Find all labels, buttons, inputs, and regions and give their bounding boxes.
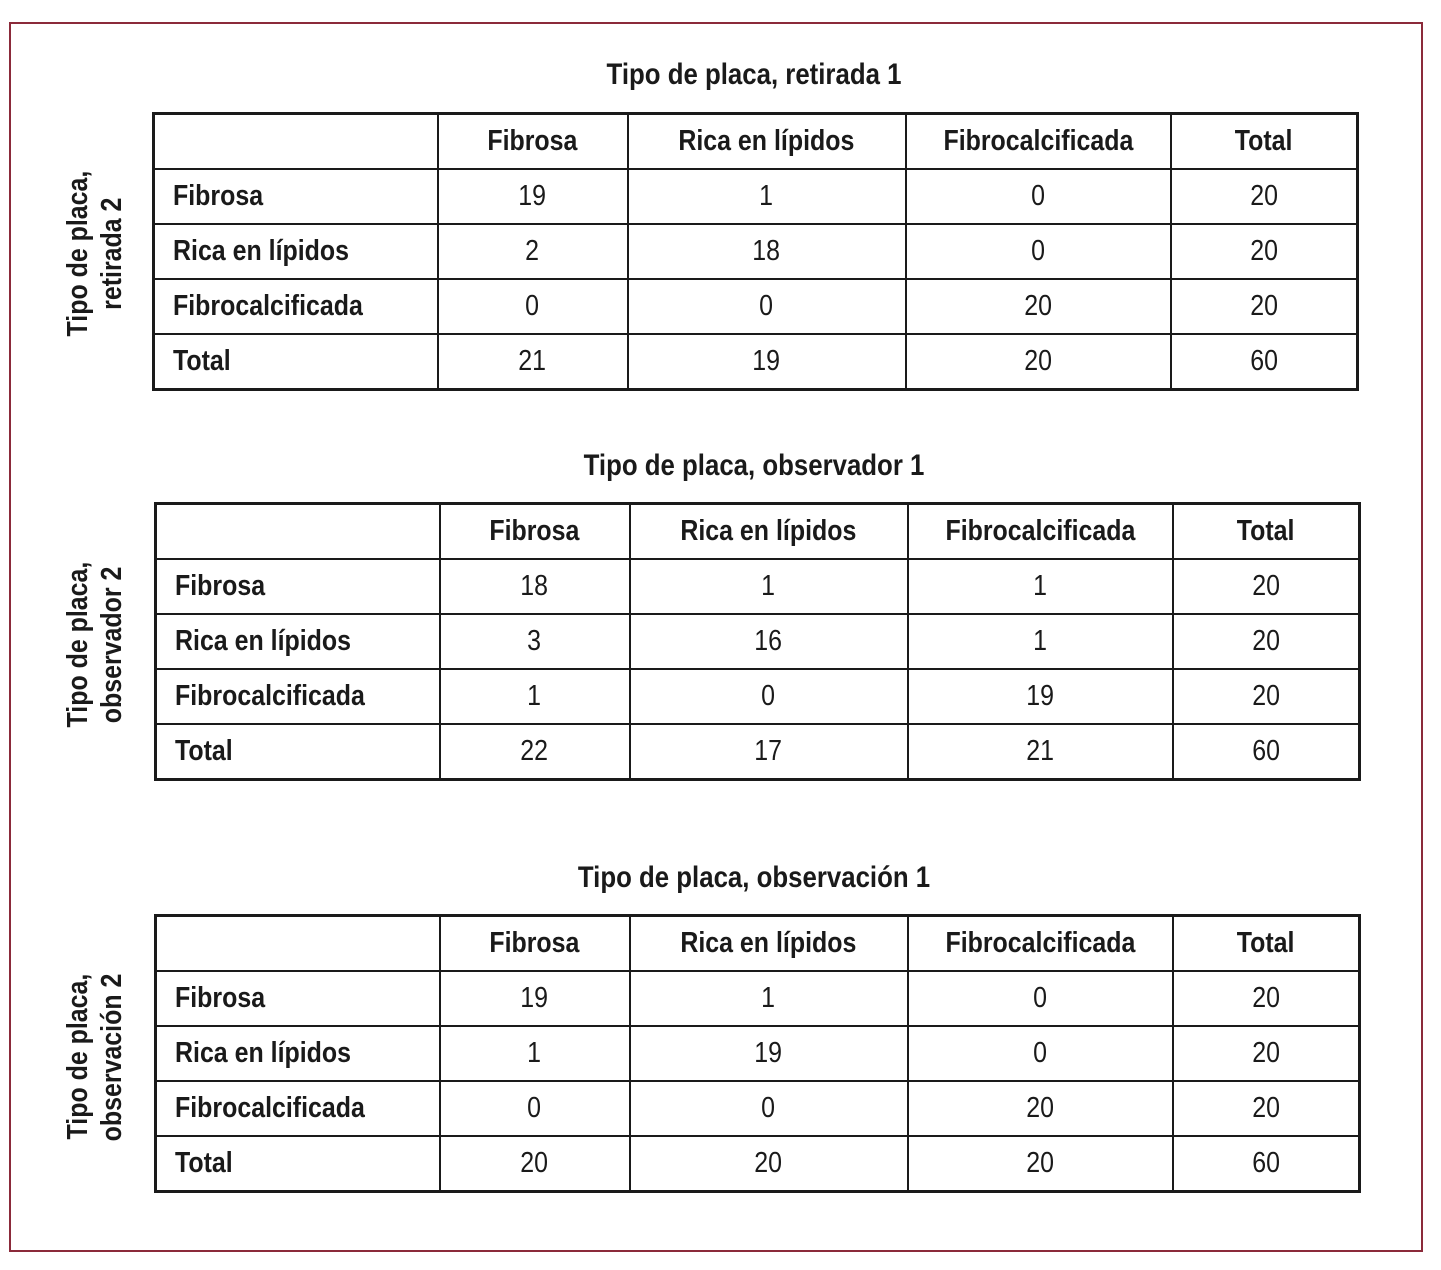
column-header: Rica en lípidos (630, 504, 908, 560)
table-row (156, 669, 1360, 724)
table-cell: 20 (1173, 1026, 1360, 1081)
header-row (156, 916, 1360, 972)
row-label: Fibrosa (154, 169, 438, 224)
column-header: Fibrosa (440, 504, 630, 560)
table-cell: 20 (630, 1136, 908, 1192)
table-cell: 1 (630, 559, 908, 614)
table-row (156, 971, 1360, 1026)
contingency-table (154, 502, 1361, 781)
column-header: Rica en lípidos (628, 114, 906, 170)
row-label: Fibrosa (156, 559, 440, 614)
table-cell: 20 (908, 1136, 1173, 1192)
table-cell: 1 (440, 669, 630, 724)
table-cell: 20 (1171, 279, 1358, 334)
row-label: Fibrosa (156, 971, 440, 1026)
table-row (154, 279, 1358, 334)
table-cell: 18 (440, 559, 630, 614)
row-label: Total (156, 724, 440, 780)
row-label: Total (154, 334, 438, 390)
column-header: Fibrosa (440, 916, 630, 972)
table-cell: 19 (440, 971, 630, 1026)
table-cell: 20 (1173, 559, 1360, 614)
table-row (156, 1081, 1360, 1136)
table-cell: 20 (1173, 669, 1360, 724)
table-row (156, 614, 1360, 669)
table-cell: 19 (438, 169, 628, 224)
side-label: Tipo de placa, retirada 2 (62, 171, 128, 337)
column-header: Fibrocalcificada (908, 916, 1173, 972)
table-cell: 21 (438, 334, 628, 390)
table-cell: 17 (630, 724, 908, 780)
table-cell: 0 (438, 279, 628, 334)
table-cell: 1 (630, 971, 908, 1026)
table-cell: 0 (628, 279, 906, 334)
contingency-table (152, 112, 1359, 391)
table-cell: 2 (438, 224, 628, 279)
table-cell: 22 (440, 724, 630, 780)
table-row (156, 559, 1360, 614)
contingency-table (154, 914, 1361, 1193)
table-cell: 20 (908, 1081, 1173, 1136)
table-cell: 20 (1173, 971, 1360, 1026)
table-cell: 20 (440, 1136, 630, 1192)
table-cell: 20 (906, 334, 1171, 390)
table-row (154, 224, 1358, 279)
table-row (154, 169, 1358, 224)
table-title: Tipo de placa, observación 1 (577, 861, 931, 894)
column-header: Fibrocalcificada (906, 114, 1171, 170)
total-row (156, 724, 1360, 780)
row-label: Rica en lípidos (156, 614, 440, 669)
table-cell: 1 (908, 614, 1173, 669)
row-label: Fibrocalcificada (154, 279, 438, 334)
table-cell: 20 (906, 279, 1171, 334)
table-cell: 20 (1173, 1081, 1360, 1136)
table-cell: 60 (1173, 1136, 1360, 1192)
table-cell: 0 (908, 1026, 1173, 1081)
column-header: Total (1173, 916, 1360, 972)
table-cell: 0 (908, 971, 1173, 1026)
table-cell: 60 (1171, 334, 1358, 390)
table-cell: 21 (908, 724, 1173, 780)
total-row (156, 1136, 1360, 1192)
table-cell: 0 (630, 1081, 908, 1136)
side-label: Tipo de placa, observador 2 (62, 562, 128, 728)
row-label: Fibrocalcificada (156, 1081, 440, 1136)
corner-cell (154, 114, 438, 170)
side-label: Tipo de placa, observación 2 (62, 973, 128, 1141)
column-header: Rica en lípidos (630, 916, 908, 972)
total-row (154, 334, 1358, 390)
row-label: Rica en lípidos (154, 224, 438, 279)
corner-cell (156, 504, 440, 560)
row-label: Rica en lípidos (156, 1026, 440, 1081)
column-header: Total (1173, 504, 1360, 560)
table-cell: 0 (906, 224, 1171, 279)
table-cell: 19 (630, 1026, 908, 1081)
row-label: Fibrocalcificada (156, 669, 440, 724)
column-header: Fibrosa (438, 114, 628, 170)
table-title: Tipo de placa, retirada 1 (606, 58, 902, 91)
table-cell: 18 (628, 224, 906, 279)
table-cell: 20 (1171, 224, 1358, 279)
table-cell: 1 (440, 1026, 630, 1081)
table-cell: 1 (908, 559, 1173, 614)
column-header: Fibrocalcificada (908, 504, 1173, 560)
row-label: Total (156, 1136, 440, 1192)
table-cell: 16 (630, 614, 908, 669)
table-cell: 0 (440, 1081, 630, 1136)
table-cell: 20 (1171, 169, 1358, 224)
corner-cell (156, 916, 440, 972)
table-title: Tipo de placa, observador 1 (583, 449, 925, 482)
table-row (156, 1026, 1360, 1081)
column-header: Total (1171, 114, 1358, 170)
table-cell: 20 (1173, 614, 1360, 669)
header-row (154, 114, 1358, 170)
table-cell: 60 (1173, 724, 1360, 780)
table-cell: 19 (908, 669, 1173, 724)
table-cell: 1 (628, 169, 906, 224)
header-row (156, 504, 1360, 560)
table-cell: 19 (628, 334, 906, 390)
table-cell: 3 (440, 614, 630, 669)
table-cell: 0 (630, 669, 908, 724)
table-cell: 0 (906, 169, 1171, 224)
